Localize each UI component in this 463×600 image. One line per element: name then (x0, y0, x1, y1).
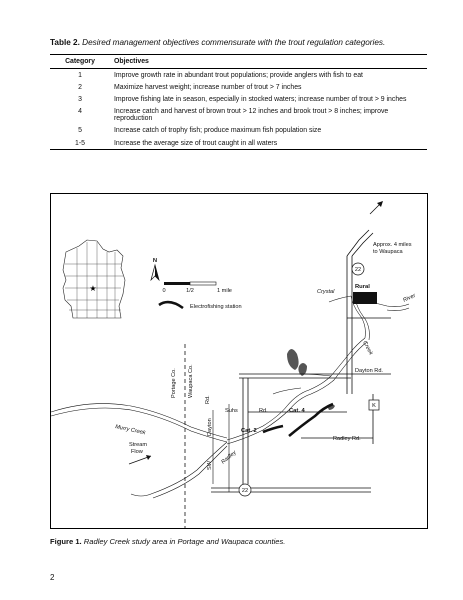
row-category: 1 (78, 71, 82, 79)
page-number: 2 (50, 573, 55, 582)
suhs-rd-label: Rd. (259, 408, 268, 414)
approx-label-1: Approx. 4 miles (373, 242, 412, 248)
table-row (50, 69, 427, 82)
river-label: River (402, 292, 417, 304)
row-objective: Improve growth rate in abundant trout populations; provide anglers with fish to eat (114, 71, 363, 79)
cat4-label: Cat. 4 (289, 408, 305, 414)
table-row (50, 81, 427, 93)
highway-22-label-south: 22 (241, 488, 249, 494)
stream-label: Stream (129, 442, 148, 448)
row-category: 4 (78, 108, 82, 116)
row-category: 2 (78, 83, 82, 91)
rural-label: Rural (355, 284, 370, 290)
figure-text: Radley Creek study area in Portage and Waupaca counties. (83, 537, 286, 546)
figure-caption (50, 537, 285, 546)
wetland-shape (287, 349, 299, 370)
highway-22-label: 22 (354, 267, 362, 273)
station-cat2-line (263, 426, 283, 432)
north-arrow-icon (151, 258, 159, 280)
highway-22-shield-icon (352, 263, 364, 275)
scale-one: 1 mile (217, 288, 232, 294)
radley-rd-label: Radley Rd. (333, 436, 361, 442)
figure-label: Figure 1. (50, 537, 82, 546)
scale-zero: 0 (162, 288, 166, 294)
murry-creek-label: Murry Creek (114, 424, 146, 437)
row-objective: Increase the average size of trout caught in all waters (110, 137, 427, 150)
rural-box (353, 292, 377, 304)
portage-co-label: Portage Co. (171, 368, 177, 398)
north-label: N (152, 258, 158, 264)
map-drawing (51, 194, 427, 528)
highway-22-shield-icon (239, 484, 251, 496)
creek-label: Creek (361, 340, 374, 357)
radley-label: Radley (220, 449, 238, 466)
location-star-icon: ★ (89, 284, 97, 293)
study-area-map (50, 193, 428, 529)
highway-k-label: K (372, 403, 376, 409)
row-objective: Increase catch of trophy fish; produce maximum fish population size (114, 127, 322, 135)
table-row (50, 93, 427, 105)
table-row (50, 106, 427, 125)
objectives-table (50, 54, 427, 150)
header-objectives: Objectives (110, 55, 427, 69)
highway-k-shield-icon (369, 400, 379, 410)
row-category: 5 (78, 127, 82, 135)
approx-label-2: to Waupaca (373, 249, 403, 255)
suhs-label: Suhs (225, 408, 238, 414)
table-caption (50, 38, 385, 47)
dayton-rd-label: Dayton Rd. (355, 368, 383, 374)
flow-label: Flow (131, 449, 143, 455)
table-caption-text: Desired management objectives commensurate with the trout regulation categories. (82, 38, 386, 47)
legend-station-label: Electrofishing station (190, 304, 242, 310)
waupaca-co-label: Waupaca Co. (188, 364, 194, 398)
row-objective: Increase catch and harvest of brown trout > 12 inches and brook trout > 8 inches; improve reproduction (114, 108, 389, 123)
waupaca-arrow (370, 204, 380, 214)
dayton-label: Dayton (207, 418, 213, 436)
table-caption-label: Table 2. (50, 38, 80, 47)
sw-label: SW (207, 460, 213, 470)
station-legend-line (159, 302, 183, 308)
stream-network (51, 296, 409, 498)
row-category: 1-5 (50, 137, 110, 150)
table-row (50, 125, 427, 137)
wisconsin-inset (63, 240, 125, 318)
rd-vertical-label: Rd. (205, 395, 211, 404)
scale-bar (162, 282, 231, 294)
table-row (50, 137, 427, 150)
row-objective: Improve fishing late in season, especially in stocked waters; increase number of trout > 9 inches (114, 95, 407, 103)
cat2-label: Cat. 2 (241, 428, 257, 434)
row-category: 3 (78, 95, 82, 103)
crystal-label: Crystal (317, 289, 335, 295)
header-category: Category (50, 55, 110, 69)
table-header-row (50, 55, 427, 69)
row-objective: Maximize harvest weight; increase number of trout > 7 inches (114, 83, 302, 91)
scale-half: 1/2 (186, 288, 194, 294)
